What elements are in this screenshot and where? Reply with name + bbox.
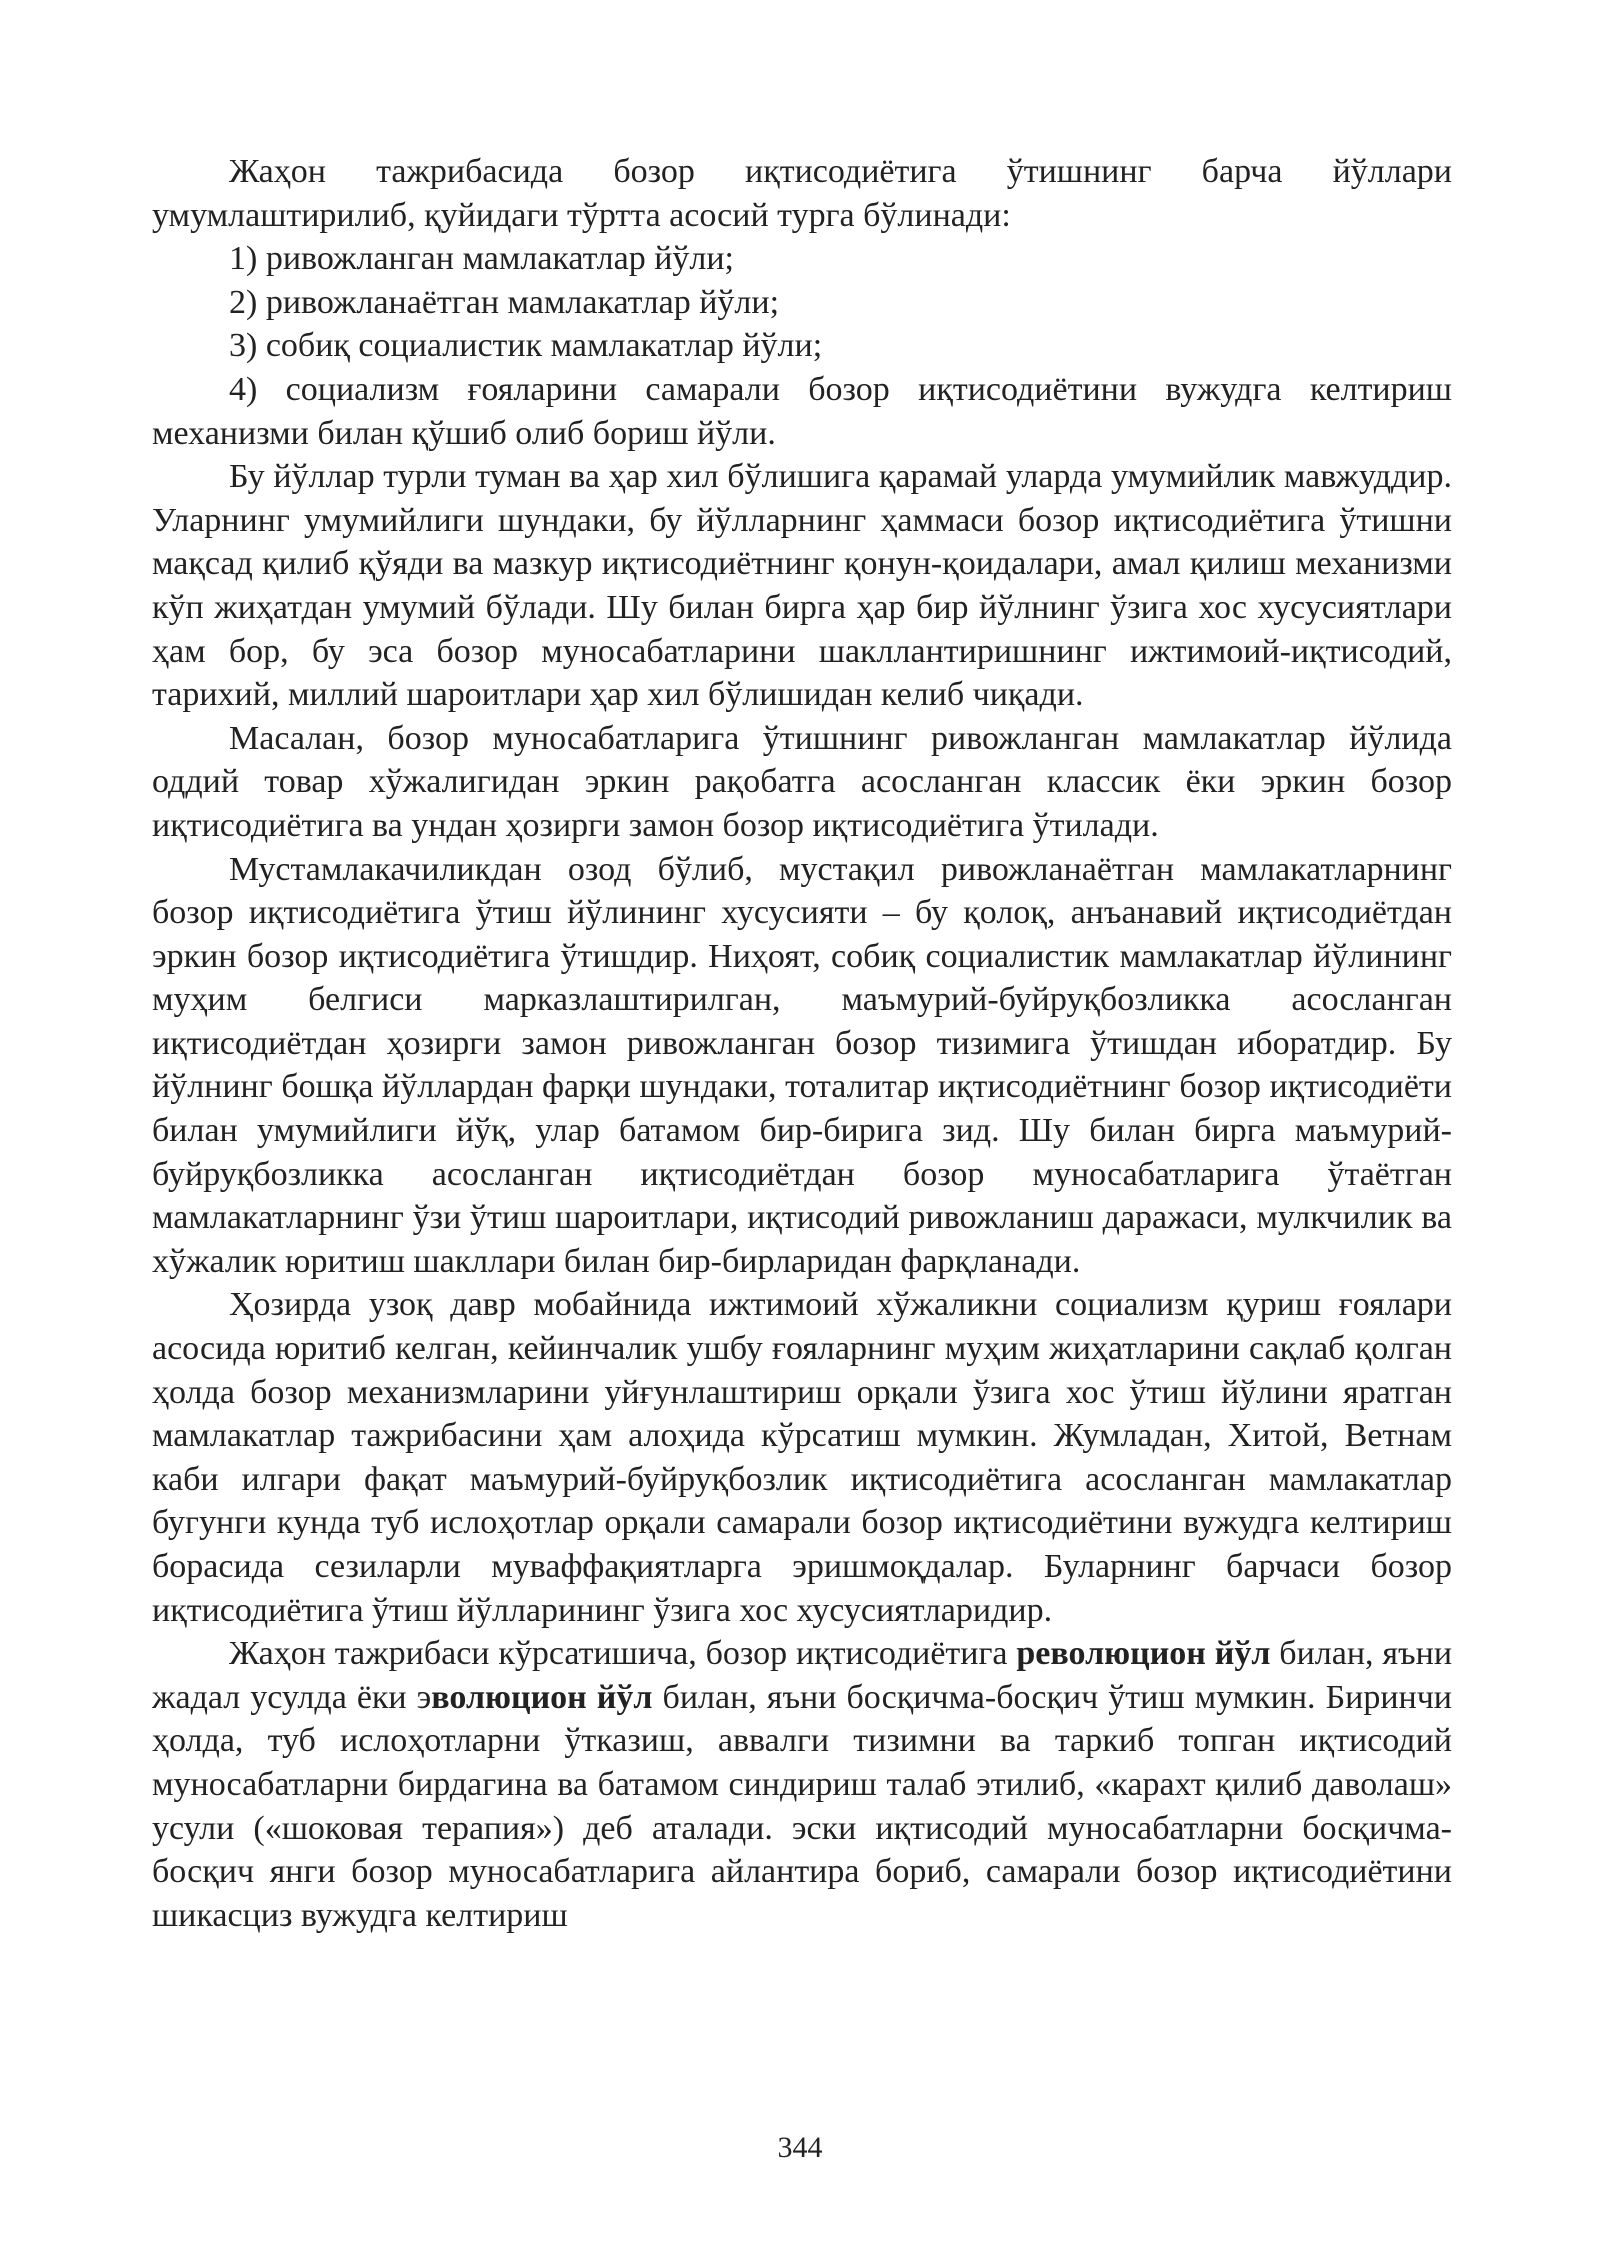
page-body xyxy=(152,150,1452,1937)
page-number: 344 xyxy=(777,2131,823,2164)
paragraph-commonality: Бу йўллар турли туман ва ҳар хил бўлишига қарамай уларда умумийлик мавжуддир. Уларнинг умумийлиги шундаки, бу йўлларнинг ҳаммаси бозор иқтисодиётига ўтишни мақсад қилиб қўяди ва мазкур иқтисодиётнинг қонун-қоидалари, амал қилиш механизми кўп жиҳатдан умумий бўлади. Шу билан бирга ҳар бир йўлнинг ўзига хос хусусиятлари ҳам бор, бу эса бозор муносабатларини шакллантиришнинг ижтимоий-иқтисодий, тарихий, миллий шароитлари ҳар хил бўлишидан келиб чиқади. xyxy=(152,458,1452,714)
paragraph-developed-path: Масалан, бозор муносабатларига ўтишнинг ривожланган мамлакатлар йўлида оддий товар хўжалигидан эркин рақобатга асосланган классик ёки эркин бозор иқтисодиётига ва ундан ҳозирги замон бозор иқтисодиётига ўтилади. xyxy=(152,719,1452,844)
paragraph-developing-path: Мустамлакачиликдан озод бўлиб, мустақил ривожланаётган мамлакатларнинг бозор иқтисодиётига ўтиш йўлининг хусусияти – бу қолоқ, анъанавий иқтисодиётдан эркин бозор иқтисодиётига ўтишдир. Ниҳоят, собиқ социалистик мамлакатлар йўлининг муҳим белгиси марказлаштирилган, маъмурий-буйруқбозликка асосланган иқтисодиётдан ҳозирги замон ривожланган бозор тизимига ўтишдан иборатдир. Бу йўлнинг бошқа йўллардан фарқи шундаки, тоталитар иқтисодиётнинг бозор иқтисодиёти билан умумийлиги йўқ, улар батамом бир-бирига зид. Шу билан бирга маъмурий-буйруқбозликка асосланган иқтисодиётдан бозор муносабатларига ўтаётган мамлакатларнинг ўзи ўтиш шароитлари, иқтисодий ривожланиш даражаси, мулкчилик ва хўжалик юритиш шакллари билан бир-бирларидан фарқланади. xyxy=(152,850,1452,1280)
bold-term-revolutionary: революцион йўл xyxy=(1016,1635,1271,1673)
list-item-3: 3) собиқ социалистик мамлакатлар йўли; xyxy=(229,327,823,365)
list-item-2: 2) ривожланаётган мамлакатлар йўли; xyxy=(229,283,780,321)
bold-term-evolutionary: волюцион йўл xyxy=(431,1678,653,1716)
paragraph-revolutionary-evolutionary xyxy=(152,1632,1452,1937)
text-run: билан, яъни жадал усулда ёки э xyxy=(152,1635,1453,1716)
text-run: билан, яъни босқичма-босқич ўтиш мумкин. Биринчи ҳолда, туб ислоҳотларни ўтказиш, аввалги тизимни ва таркиб топган иқтисодий муносабатларни бирдагина ва батамом синдириш талаб этилиб, «карахт қилиб даволаш» усули («шоковая терапия») деб аталади. эски иқтисодий муносабатларни босқичма-босқич янги бозор муносабатларига айлантира бориб, самарали бозор иқтисодиётини шикасциз вужудга келтириш xyxy=(152,1678,1453,1934)
intro-paragraph: Жаҳон тажрибасида бозор иқтисодиётига ўтишнинг барча йўллари умумлаштирилиб, қуйидаги тўртта асосий турга бўлинади: xyxy=(152,153,1452,234)
list-item-1: 1) ривожланган мамлакатлар йўли; xyxy=(229,240,735,278)
paragraph-china-vietnam: Ҳозирда узоқ давр мобайнида ижтимоий хўжаликни социализм қуриш ғоялари асосида юритиб келган, кейинчалик ушбу ғояларнинг муҳим жиҳатларини сақлаб қолган ҳолда бозор механизмларини уйғунлаштириш орқали ўзига хос ўтиш йўлини яратган мамлакатлар тажрибасини ҳам алоҳида кўрсатиш мумкин. Жумладан, Хитой, Ветнам каби илгари фақат маъмурий-буйруқбозлик иқтисодиётига асосланган мамлакатлар бугунги кунда туб ислоҳотлар орқали самарали бозор иқтисодиётини вужудга келтириш борасида сезиларли муваффақиятларга эришмоқдалар. Буларнинг барчаси бозор иқтисодиётига ўтиш йўлларининг ўзига хос хусусиятларидир. xyxy=(152,1286,1452,1629)
list-item-4: 4) социализм ғояларини самарали бозор иқтисодиётини вужудга келтириш механизми билан қўшиб олиб бориш йўли. xyxy=(152,370,1452,452)
text-run: Жаҳон тажрибаси кўрсатишича, бозор иқтисодиётига xyxy=(229,1635,1017,1673)
